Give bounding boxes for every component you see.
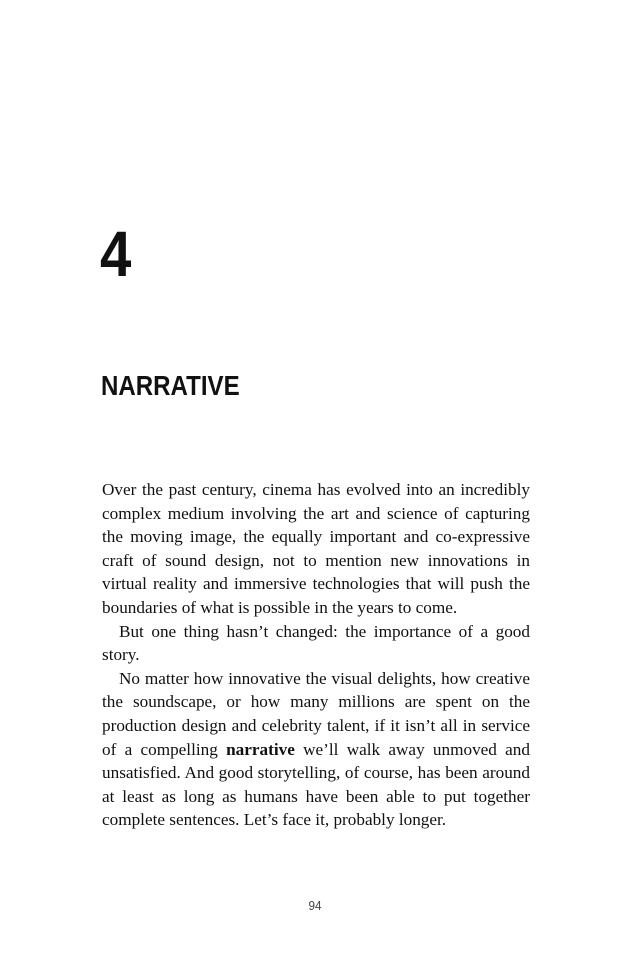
paragraph-3-after: we’ll walk away unmoved and unsatisfied. And good storytelling, of course, has been around at least as long as humans have been able to put together complete sentences. Let’s face it, probably longer. — [102, 739, 530, 830]
paragraph-3 — [102, 667, 530, 832]
paragraph-2: But one thing hasn’t changed: the importance of a good story. — [102, 621, 530, 665]
chapter-number: 4 — [100, 218, 131, 290]
chapter-body — [102, 478, 530, 832]
chapter-title: NARRATIVE — [101, 370, 240, 401]
paragraph-1: Over the past century, cinema has evolved into an incredibly complex medium involving the art and science of capturing the moving image, the equally important and co-expressive craft of sound design, not to mention new innovations in virtual reality and immersive technologies that will push the boundaries of what is possible in the years to come. — [102, 480, 530, 617]
page-number: 94 — [308, 898, 322, 913]
emphasis-narrative: narrative — [226, 739, 295, 759]
paragraph-3-before: No matter how innovative the visual delights, how creative the soundscape, or how many millions are spent on the production design and celebrity talent, if it isn’t all in service of a compelling — [102, 668, 530, 759]
